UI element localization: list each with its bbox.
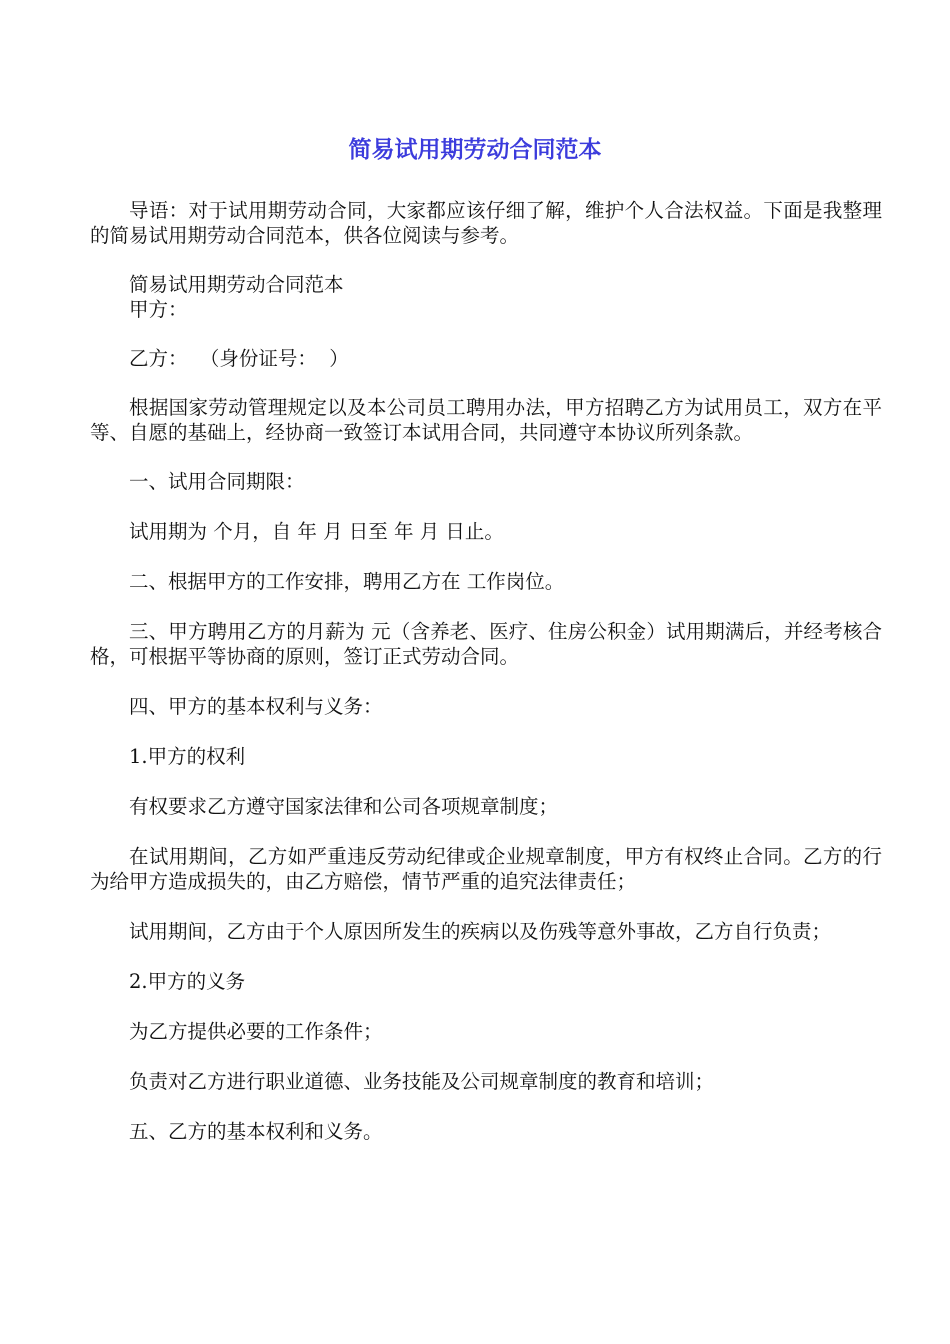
party-a-line: 甲方：: [129, 298, 188, 321]
subtitle-line: 简易试用期劳动合同范本: [129, 273, 344, 296]
section-1-heading: 一、试用合同期限：: [129, 470, 305, 493]
trial-period-line: 试用期为 个月，自 年 月 日至 年 月 日止。: [129, 520, 504, 543]
party-b-line: 乙方： （身份证号： ）: [129, 347, 349, 370]
intro-paragraph: 导语：对于试用期劳动合同，大家都应该仔细了解，维护个人合法权益。下面是我整理的简易试用期劳动合同范本，供各位阅读与参考。: [90, 199, 882, 247]
rights-item-1: 有权要求乙方遵守国家法律和公司各项规章制度；: [129, 795, 559, 818]
party-a-rights-heading: 1.甲方的权利: [129, 745, 246, 768]
preamble-paragraph: 根据国家劳动管理规定以及本公司员工聘用办法，甲方招聘乙方为试用员工，双方在平等、自愿的基础上，经协商一致签订本试用合同，共同遵守本协议所列条款。: [90, 396, 882, 444]
duties-item-1: 为乙方提供必要的工作条件；: [129, 1020, 383, 1043]
section-2-paragraph: 二、根据甲方的工作安排，聘用乙方在 工作岗位。: [129, 570, 565, 593]
rights-item-3: 试用期间，乙方由于个人原因所发生的疾病以及伤残等意外事故，乙方自行负责；: [129, 920, 832, 943]
section-4-heading: 四、甲方的基本权利与义务：: [129, 695, 383, 718]
document-body: [90, 198, 882, 1144]
section-3-paragraph: 三、甲方聘用乙方的月薪为 元（含养老、医疗、住房公积金）试用期满后，并经考核合格，可根据平等协商的原则，签订正式劳动合同。: [90, 620, 882, 668]
duties-item-2: 负责对乙方进行职业道德、业务技能及公司规章制度的教育和培训；: [129, 1070, 715, 1093]
document-title: 简易试用期劳动合同范本: [348, 137, 602, 163]
rights-item-2: 在试用期间，乙方如严重违反劳动纪律或企业规章制度，甲方有权终止合同。乙方的行为给甲方造成损失的，由乙方赔偿，情节严重的追究法律责任；: [90, 845, 882, 893]
section-5-heading: 五、乙方的基本权利和义务。: [129, 1120, 383, 1143]
party-a-duties-heading: 2.甲方的义务: [129, 970, 246, 993]
